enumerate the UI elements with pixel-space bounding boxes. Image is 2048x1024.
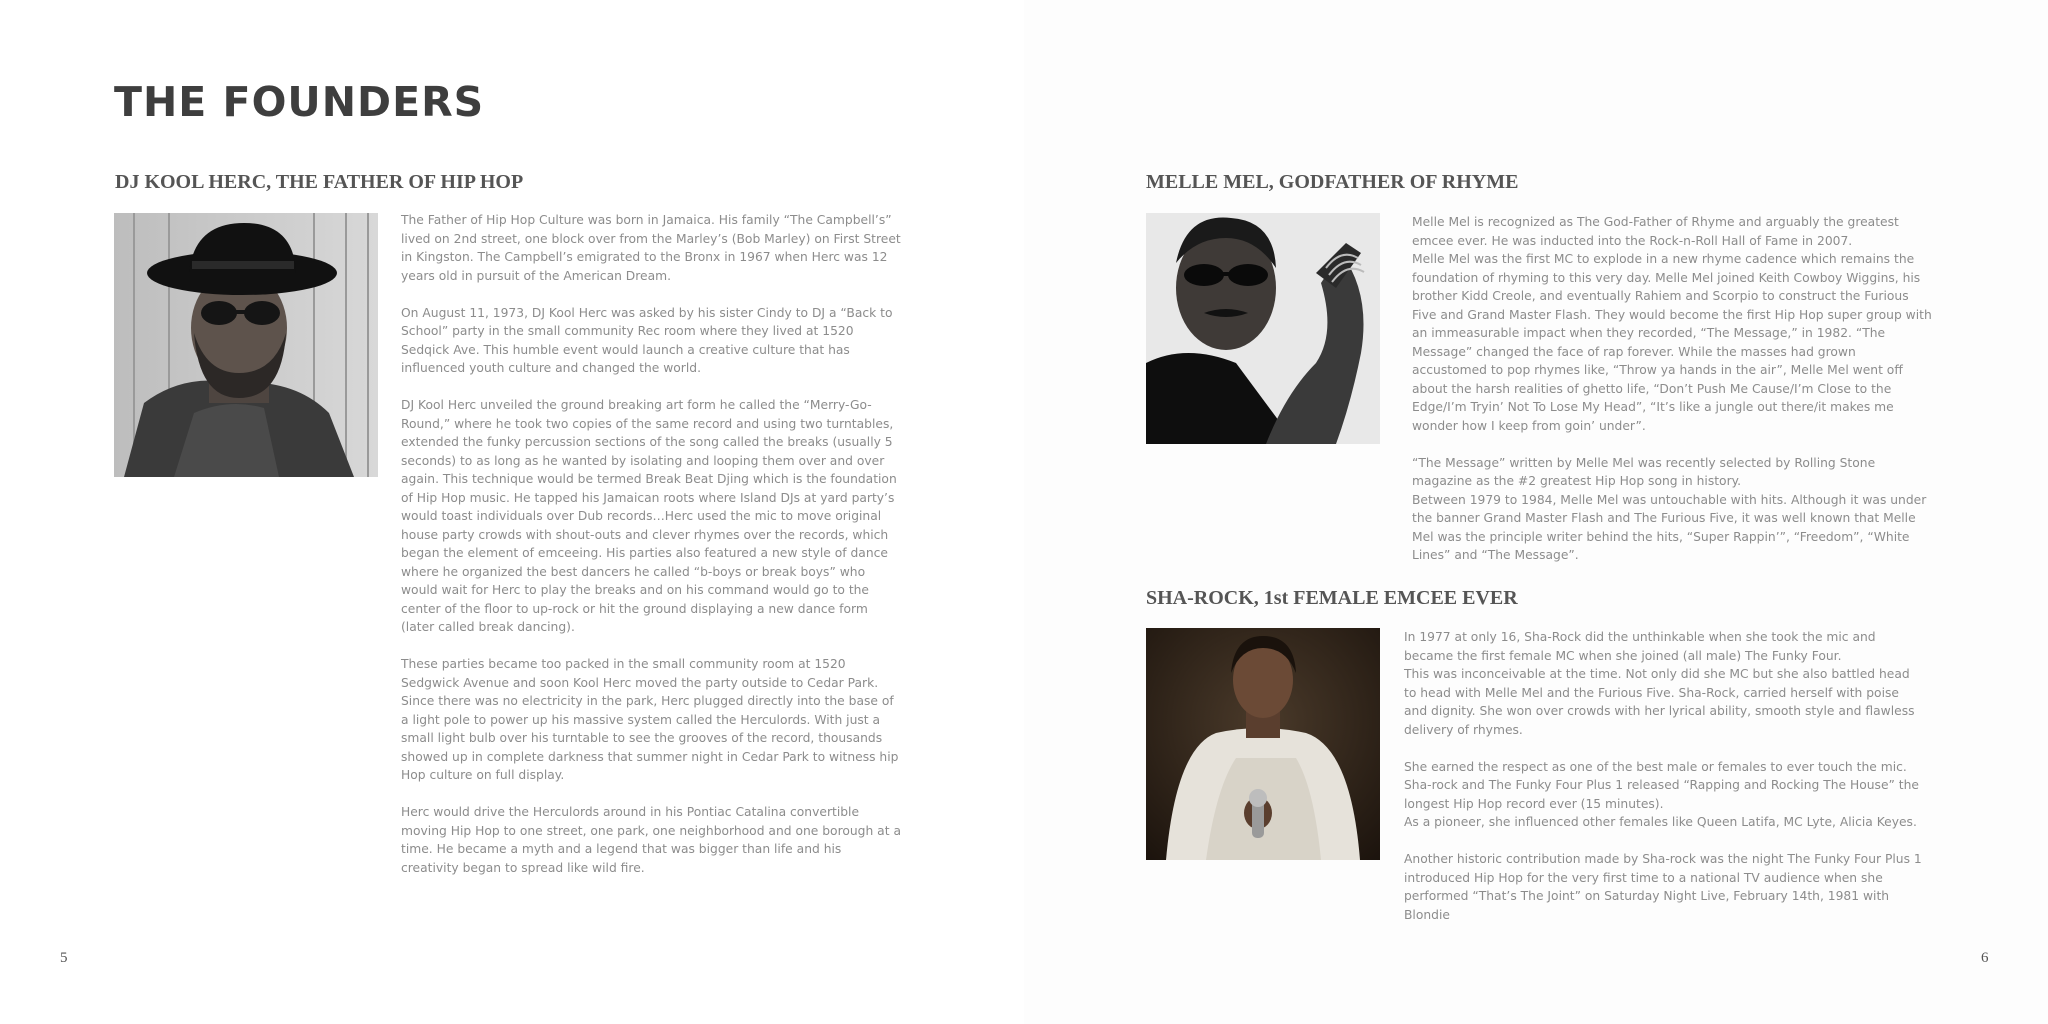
melle-mel-paragraph: Melle Mel was the first MC to explode in a new rhyme cadence which remains the foundation of rhyming to this very day. Melle Mel joined Keith Cowboy Wiggins, his brother Kidd Creole, and eventually Rahiem and Scorpio to construct the Furious Five and Grand Master Flash. They would become the first Hip Hop super group with an immeasurable impact when they recorded, “The Message,” in 1982. “The Message” changed the face of rap forever. While the masses had grown accustomed to pop rhymes like, “Throw ya hands in the air”, Melle Mel went off about the harsh realities of ghetto life, “Don’t Push Me Cause/I’m Close to the Edge/I’m Tryin’ Not To Lose My Head”, “It’s like a jungle out there/it makes me wonder how I keep from goin’ under”. — [1412, 252, 1932, 433]
page-title: THE FOUNDERS — [114, 78, 485, 126]
sha-rock-body — [1404, 628, 1924, 924]
section-heading-melle-mel: MELLE MEL, GODFATHER OF RHYME — [1146, 171, 1519, 193]
kool-herc-paragraph: Herc would drive the Herculords around in his Pontiac Catalina convertible moving Hip Hop to one street, one park, one neighborhood and one borough at a time. He became a myth and a legend that was bigger than life and his creativity began to spread like wild fire. — [401, 805, 901, 875]
kool-herc-paragraph: The Father of Hip Hop Culture was born in Jamaica. His family “The Campbell’s” lived on 2nd street, one block over from the Marley’s (Bob Marley) on First Street in Kingston. The Campbell’s emigrated to the Bronx in 1967 when Herc was 12 years old in pursuit of the American Dream. — [401, 213, 901, 283]
melle-mel-photo — [1146, 213, 1380, 444]
melle-mel-paragraph: Between 1979 to 1984, Melle Mel was untouchable with hits. Although it was under the banner Grand Master Flash and The Furious Five, it was well known that Melle Mel was the principle writer behind the hits, “Super Rappin’”, “Freedom”, “White Lines” and “The Message”. — [1412, 492, 1927, 562]
melle-mel-paragraph: Melle Mel is recognized as The God-Father of Rhyme and arguably the greatest emcee ever. He was inducted into the Rock-n-Roll Hall of Fame in 2007. — [1412, 215, 1899, 248]
melle-mel-paragraph: “The Message” written by Melle Mel was recently selected by Rolling Stone magazine as the #2 greatest Hip Hop song in history. — [1412, 455, 1876, 488]
sha-rock-paragraph: Another historic contribution made by Sha-rock was the night The Funky Four Plus 1 introduced Hip Hop for the very first time to a national TV audience when she performed “That’s The Joint” on Saturday Night Live, February 14th, 1981 with Blondie — [1404, 852, 1922, 922]
section-heading-sha-rock: SHA-ROCK, 1st FEMALE EMCEE EVER — [1146, 587, 1518, 609]
section-heading-kool-herc: DJ KOOL HERC, THE FATHER OF HIP HOP — [115, 171, 524, 193]
sha-rock-paragraph: As a pioneer, she influenced other females like Queen Latifa, MC Lyte, Alicia Keyes. — [1404, 815, 1917, 829]
melle-mel-body — [1412, 213, 1932, 565]
sha-rock-paragraph: She earned the respect as one of the best male or females to ever touch the mic. Sha-rock and The Funky Four Plus 1 released “Rapping and Rocking The House” the longest Hip Hop record ever (15 minutes). — [1404, 759, 1919, 811]
right-page — [1024, 0, 2048, 1024]
sha-rock-paragraph: In 1977 at only 16, Sha-Rock did the unthinkable when she took the mic and became the first female MC when she joined (all male) The Funky Four. — [1404, 630, 1876, 663]
sha-rock-photo — [1146, 628, 1380, 860]
kool-herc-body — [401, 211, 901, 877]
sha-rock-paragraph: This was inconceivable at the time. Not only did she MC but she also battled head to head with Melle Mel and the Furious Five. Sha-Rock, carried herself with poise and dignity. She won over crowds with her lyrical ability, smooth style and flawless delivery of rhymes. — [1404, 667, 1915, 737]
kool-herc-paragraph: On August 11, 1973, DJ Kool Herc was asked by his sister Cindy to DJ a “Back to School” party in the small community Rec room where they lived at 1520 Sedqick Ave. This humble event would launch a creative culture that has influenced youth culture and changed the world. — [401, 305, 893, 375]
kool-herc-paragraph: DJ Kool Herc unveiled the ground breaking art form he called the “Merry-Go-Round,” where he took two copies of the same record and using two turntables, extended the funky percussion sections of the song called the breaks (usually 5 seconds) to as long as he wanted by isolating and looping them over and over again. This technique would be termed Break Beat Djing which is the foundation of Hip Hop music. He tapped his Jamaican roots where Island DJs at yard party’s would toast individuals over Dub records…Herc used the mic to move original house party crowds with shout-outs and clever rhymes over the records, which began the element of emceeing. His parties also featured a new style of dance where he organized the best dancers he called “b-boys or break boys” who would wait for Herc to play the breaks and on his command would go to the center of the floor to up-rock or hit the ground displaying a new dance form (later called break dancing). — [401, 398, 897, 634]
page-number-left: 5 — [60, 950, 68, 966]
dj-kool-herc-photo — [114, 213, 378, 477]
kool-herc-paragraph: These parties became too packed in the small community room at 1520 Sedgwick Avenue and soon Kool Herc moved the party outside to Cedar Park. Since there was no electricity in the park, Herc plugged directly into the base of a light pole to power up his massive system called the Herculords. With just a small light bulb over his turntable to see the grooves of the record, thousands showed up in complete darkness that summer night in Cedar Park to witness hip Hop culture on full display. — [401, 657, 899, 782]
page-number-right: 6 — [1981, 950, 1989, 966]
